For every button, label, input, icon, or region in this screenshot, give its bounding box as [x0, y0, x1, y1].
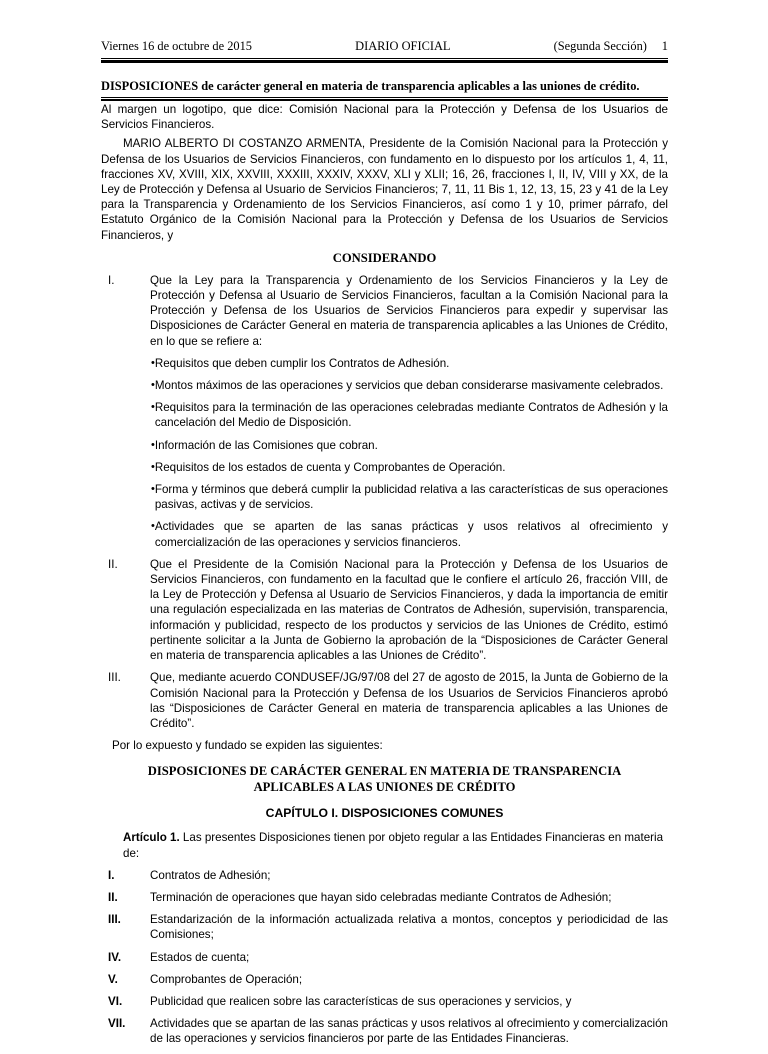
article-item-iii-numeral: III. — [108, 913, 121, 927]
running-head-publication: DIARIO OFICIAL — [355, 39, 451, 53]
article-item-i-text: Contratos de Adhesión; — [150, 868, 271, 882]
article-1-label: Artículo 1. — [123, 831, 180, 845]
document-body — [101, 102, 668, 1054]
bullet-item — [101, 378, 668, 393]
considerando-item-iii — [101, 670, 668, 731]
article-item-ii-text: Terminación de operaciones que hayan sido celebradas mediante Contratos de Adhesión; — [150, 890, 612, 904]
considerando-item-ii — [101, 557, 668, 663]
considerando-item-iii-text: Que, mediante acuerdo CONDUSEF/JG/97/08 del 27 de agosto de 2015, la Junta de Gobierno de la Comisión Nacional para la Protección y Defensa de los Usuarios de Servicios Financieros aprobó las “Disposiciones de Carácter General en materia de transparencia aplicables a las Uniones de Crédito”. — [150, 671, 668, 730]
running-head-section-label: (Segunda Sección) — [553, 39, 647, 53]
article-1-lead — [101, 830, 668, 860]
bullet-item — [101, 400, 668, 430]
article-item-iv-numeral: IV. — [108, 950, 122, 964]
bullet-icon: • — [151, 379, 155, 392]
article-item-ii-numeral: II. — [108, 890, 118, 904]
article-item-vii-text: Actividades que se apartan de las sanas prácticas y usos relativos al ofrecimiento y comercialización de las operaciones y servicios financieros por parte de las Entidades Financieras. — [150, 1017, 668, 1046]
running-head-date: Viernes 16 de octubre de 2015 — [101, 39, 252, 53]
preamble-paragraph: MARIO ALBERTO DI COSTANZO ARMENTA, Presidente de la Comisión Nacional para la Protección y Defensa de los Usuarios de Servicios Financieros, con fundamento en lo dispuesto por los artículos 1, 4, 11, fracciones XV, XVIII, XIX, XXVIII, XXXIII, XXXIV, XXXV, XLI y XLII; 16, 26, fracciones I, II, IV, VIII y XX, de la Ley de Protección y Defensa al Usuario de Servicios Financieros; 7, 11, 11 Bis 1, 12, 13, 15, 23 y 41 de la Ley para la Transparencia y Ordenamiento de los Servicios Financieros, así como 1 y 10, primer párrafo, del Estatuto Orgánico de la Comisión Nacional para la Protección y Defensa de los Usuarios de Servicios Financieros, y — [101, 137, 668, 242]
bullet-icon: • — [151, 483, 155, 496]
bullet-item — [101, 460, 668, 475]
considerando-item-i-numeral: I. — [108, 273, 115, 287]
page-number: 1 — [661, 39, 668, 53]
header-rule — [101, 58, 668, 63]
considerando-list — [101, 273, 668, 731]
article-item-vii — [101, 1016, 668, 1046]
bullet-item — [101, 482, 668, 512]
bullet-icon: • — [151, 401, 155, 414]
considerando-item-iii-numeral: III. — [108, 671, 121, 685]
document-title-lead: DISPOSICIONES — [101, 79, 199, 93]
article-item-vi-text: Publicidad que realicen sobre las características de sus operaciones y servicios, y — [150, 994, 572, 1008]
considerando-item-ii-numeral: II. — [108, 557, 118, 571]
article-item-v — [101, 972, 668, 987]
provisions-heading-line-2: APLICABLES A LAS UNIONES DE CRÉDITO — [253, 780, 516, 795]
document-title — [101, 79, 668, 94]
article-1-list — [101, 868, 668, 1047]
bullet-icon: • — [151, 356, 155, 369]
bullet-item-text: Forma y términos que deberá cumplir la publicidad relativa a las características de sus operaciones pasivas, activas y de servicios. — [154, 483, 668, 512]
bullet-item — [101, 519, 668, 549]
considerando-heading: CONSIDERANDO — [332, 250, 437, 265]
article-item-i-numeral: I. — [108, 868, 115, 882]
considerando-item-i — [101, 273, 668, 349]
title-rule — [101, 97, 668, 101]
document-title-rest: de carácter general en materia de transparencia aplicables a las uniones de crédito. — [198, 79, 640, 93]
considerando-closing-line: Por lo expuesto y fundado se expiden las siguientes: — [112, 739, 383, 753]
bullet-item-text: Requisitos de los estados de cuenta y Comprobantes de Operación. — [154, 460, 506, 474]
running-head-section — [554, 38, 668, 54]
provisions-heading-line-1: DISPOSICIONES DE CARÁCTER GENERAL EN MATERIA DE TRANSPARENCIA — [147, 764, 622, 779]
considerando-bullet-list — [101, 356, 668, 550]
article-item-vii-numeral: VII. — [108, 1017, 126, 1031]
bullet-item-text: Información de las Comisiones que cobran. — [154, 438, 378, 452]
chapter-heading: CAPÍTULO I. DISPOSICIONES COMUNES — [265, 806, 504, 821]
bullet-item-text: Requisitos que deben cumplir los Contratos de Adhesión. — [154, 356, 450, 370]
article-item-v-numeral: V. — [108, 972, 118, 986]
article-item-iv — [101, 950, 668, 965]
considerando-item-ii-text: Que el Presidente de la Comisión Nacional para la Protección y Defensa de los Usuarios de Servicios Financieros, con fundamento en la facultad que le confiere el artículo 26, fracción VIII, de la Ley de Protección y Defensa al Usuario de Servicios Financieros, y dada la importancia de emitir una regulación especializada en las materias de Contratos de Adhesión, supervisión, transparencia, información y publicidad, respecto de los productos y servicios de las Uniones de Crédito, estimó pertinente solicitar a la Junta de Gobierno la aprobación de la “Disposiciones de Carácter General en materia de transparencia aplicables a las Uniones de Crédito”. — [150, 557, 668, 663]
article-item-vi — [101, 994, 668, 1009]
article-item-v-text: Comprobantes de Operación; — [150, 972, 303, 986]
bullet-icon: • — [151, 460, 155, 473]
bullet-item-text: Actividades que se aparten de las sanas prácticas y usos relativos al ofrecimiento y comercialización de las operaciones y servicios financieros. — [154, 520, 668, 549]
bullet-icon: • — [151, 520, 155, 533]
article-item-iv-text: Estados de cuenta; — [150, 950, 250, 964]
bullet-icon: • — [151, 438, 155, 451]
article-item-iii-text: Estandarización de la información actualizada relativa a montos, conceptos y periodicidad de las Comisiones; — [150, 913, 668, 942]
bullet-item — [101, 438, 668, 453]
considerando-item-i-text: Que la Ley para la Transparencia y Ordenamiento de los Servicios Financieros y la Ley de Protección y Defensa al Usuario de Servicios Financieros, facultan a la Comisión Nacional para la Protección y Defensa de los Usuarios de Servicios Financieros para expedir y supervisar las Disposiciones de Carácter General en materia de transparencia aplicables a las Uniones de Crédito, en lo que se refiere a: — [150, 273, 668, 348]
article-item-vi-numeral: VI. — [108, 994, 123, 1008]
margin-note-paragraph: Al margen un logotipo, que dice: Comisión Nacional para la Protección y Defensa de los Usuarios de Servicios Financieros. — [101, 103, 668, 132]
bullet-item-text: Requisitos para la terminación de las operaciones celebradas mediante Contratos de Adhesión y la cancelación del Medio de Disposición. — [154, 401, 668, 430]
article-item-i — [101, 868, 668, 883]
article-item-iii — [101, 912, 668, 942]
bullet-item — [101, 356, 668, 371]
running-head — [101, 38, 668, 54]
bullet-item-text: Montos máximos de las operaciones y servicios que deban considerarse masivamente celebrados. — [154, 379, 664, 393]
article-item-ii — [101, 890, 668, 905]
article-1-text: Las presentes Disposiciones tienen por objeto regular a las Entidades Financieras en materia de: — [123, 831, 664, 860]
